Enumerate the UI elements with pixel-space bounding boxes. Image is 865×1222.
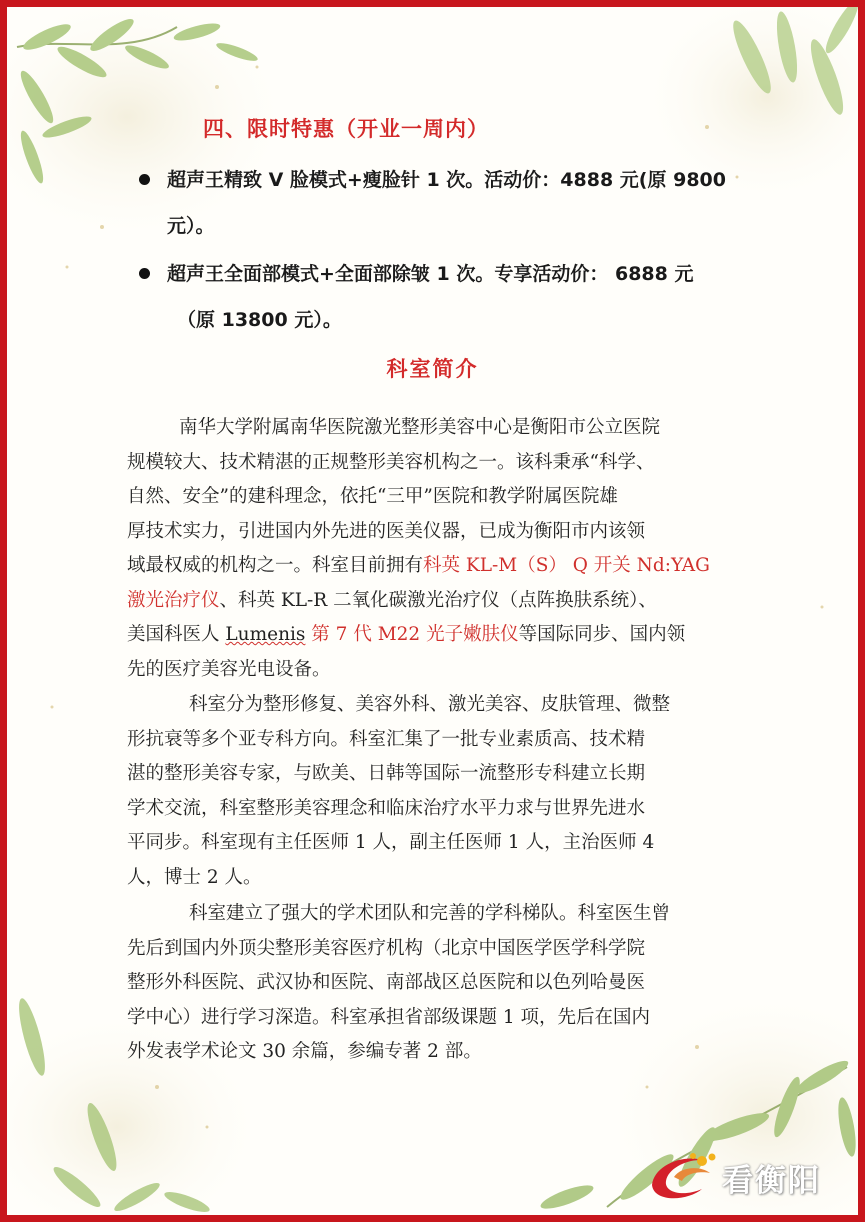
p1-line	[127, 584, 752, 619]
device-name-highlight: 科英 KL-M（S） Q 开关 Nd:YAG	[423, 555, 710, 576]
watermark-logo	[644, 1147, 844, 1205]
p3-line: 科室建立了强大的学术团队和完善的学科梯队。科室医生曾	[189, 903, 671, 924]
content-area	[7, 7, 858, 1215]
p1-text: 等国际同步、国内领	[518, 624, 686, 645]
offer-item-1	[167, 157, 747, 249]
intro-paragraph-2	[127, 688, 752, 895]
offer-2-line-2: （原 13800 元）。	[177, 309, 342, 331]
logo-swirl-icon	[644, 1147, 734, 1205]
p2-line: 湛的整形美容专家，与欧美、日韩等国际一流整形专科建立长期	[127, 763, 646, 784]
p2-line: 科室分为整形修复、美容外科、激光美容、皮肤管理、微整	[189, 694, 671, 715]
offer-2-line-1: 超声王全面部模式+全面部除皱 1 次。专享活动价： 6888 元	[167, 263, 694, 285]
p3-line: 整形外科医院、武汉协和医院、南部战区总医院和以色列哈曼医	[127, 972, 646, 993]
p2-line: 形抗衰等多个亚专科方向。科室汇集了一批专业素质高、技术精	[127, 728, 646, 750]
device-name-highlight: 激光治疗仪	[127, 589, 220, 611]
bullet-icon	[139, 174, 150, 185]
intro-paragraph-1	[127, 411, 752, 687]
p2-line: 平同步。科室现有主任医师 1 人，副主任医师 1 人，主治医师 4	[127, 832, 655, 853]
p1-text: 美国科医人	[127, 624, 226, 645]
p1-line: 厚技术实力，引进国内外先进的医美仪器，已成为衡阳市内该领	[127, 520, 646, 542]
device-name-highlight: 第 7 代 M22 光子嫩肤仪	[305, 624, 519, 645]
p1-line	[127, 549, 752, 584]
p2-line: 学术交流，科室整形美容理念和临床治疗水平力求与世界先进水	[127, 797, 646, 819]
intro-paragraph-3	[127, 897, 752, 1070]
p1-text: 、科英 KL-R 二氧化碳激光治疗仪（点阵换肤系统）、	[219, 589, 657, 611]
offer-1-line-1: 超声王精致 V 脸模式+瘦脸针 1 次。活动价：4888 元(原 9800	[167, 169, 726, 191]
p1-line: 自然、安全”的建科理念，依托“三甲”医院和教学附属医院雄	[127, 486, 618, 507]
p1-line: 先的医疗美容光电设备。	[127, 658, 331, 680]
p1-line: 规模较大、技术精湛的正规整形美容机构之一。该科秉承“科学、	[127, 451, 655, 473]
section-title-intro: 科室简介	[386, 357, 479, 381]
watermark-text: 看衡阳	[722, 1163, 821, 1199]
p3-line: 先后到国内外顶尖整形美容医疗机构（北京中国医学医学科学院	[127, 937, 646, 959]
offer-1-line-2: 元）。	[167, 215, 215, 237]
offer-item-2	[167, 251, 747, 343]
section-title-offers: 四、限时特惠（开业一周内）	[203, 117, 489, 141]
p1-text: 域最权威的机构之一。科室目前拥有	[127, 555, 424, 576]
p3-line: 学中心）进行学习深造。科室承担省部级课题 1 项，先后在国内	[127, 1006, 651, 1028]
spellcheck-word: Lumenis	[225, 624, 306, 645]
p1-line	[127, 618, 752, 653]
p1-line: 南华大学附属南华医院激光整形美容中心是衡阳市公立医院	[179, 417, 661, 438]
p2-line: 人，博士 2 人。	[127, 866, 262, 888]
p3-line: 外发表学术论文 30 余篇，参编专著 2 部。	[127, 1041, 482, 1062]
bullet-icon	[139, 268, 150, 279]
